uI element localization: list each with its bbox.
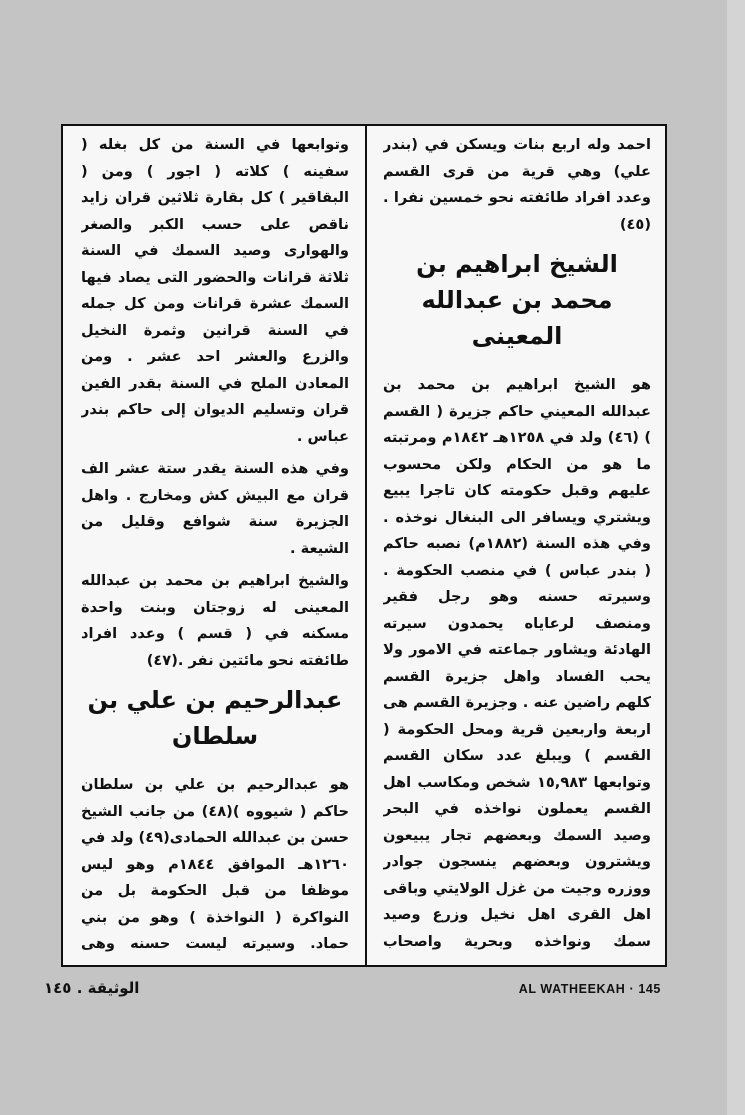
footer-english: AL WATHEEKAH · 145 [518, 982, 661, 996]
paragraph: وتوابعها في السنة من كل بغله ( سفينه ) كلاته ( اجور ) ومن ( البقاقير ) كل بقارة ثلاثين قران زايد ناقص على حسب الكبر والصغر والهوارى وصيد السمك في السنة ثلاثة قرانات والحضور التى يصاد فيها السمك عشرة قرانات ومن كل جمله في السنة قرانين وثمرة النخيل والزرع والعشر احد عشر . ومن المعادن الملح في السنة بقدر الفين قران وتسليم الديوان إلى حاكم بندر عباس . [81, 136, 349, 445]
section-heading: الشيخ ابراهيم بن محمد بن عبدالله المعينى [416, 250, 618, 350]
paragraph: احمد وله اربع بنات ويسكن في (بندر علي) وهي قرية من قرى القسم وعدد افراد طائفته نحو خمسين نفرا .(٤٥) [383, 136, 651, 233]
paragraph: وفي هذه السنة يقدر ستة عشر الف قران مع البيش كش ومخارج . واهل الجزيرة سنة شوافع وقليل من الشيعة . [81, 460, 349, 557]
paragraph: هو عبدالرحيم بن علي بن سلطان حاكم ( شيووه )(٤٨) من جانب الشيخ حسن بن عبدالله الحمادى(٤٩) ولد في ١٢٦٠هـ الموافق ١٨٤٤م وهو ليس موظفا من قبل الحكومة بل من النواكرة ( النواخذة ) وهو من بني حماد. وسيرته ليست حسنه وهى [81, 776, 349, 952]
page-edge [727, 0, 745, 1115]
paragraph: والشيخ ابراهيم بن محمد بن عبدالله المعينى له زوجتان وبنت واحدة مسكنه في ( قسم ) وعدد افراد طائفته نحو مائتين نفر .(٤٧) [81, 572, 349, 669]
paragraph: هو الشيخ ابراهيم بن محمد بن عبدالله المعيني حاكم جزيرة ( القسم ) (٤٦) ولد في ١٢٥٨هـ ١٨٤٢م ومرتبته ما هو من الحكام ولكن محسوب عليهم وقبل حكومته كان تاجرا يبيع ويشتري ويسافر الى البنغال نوخذه . وفي هذه السنة (١٨٨٢م) نصبه حاكم ( بندر عباس ) في منصب الحكومة . وسيرته حسنه وهو رجل فقير ومنصف لرعاياه يحمدون سيرته الهادئة ويشاور جماعته في الامور ولا يحب الفساد واهل جزيرة القسم كلهم راضين عنه . وجزيرة القسم هى اربعة واربعين قرية ومحل الحكومة ( القسم ) ويبلغ عدد سكان القسم وتوابعها ١٥,٩٨٣ شخص ومكاسب اهل القسم يعملون نواخذه في البحر وصيد السمك وبعضهم تجار يبيعون ويشترون وبعضهم ينسجون جوادر ووزره وجيت من غزل الولايتي وباقى اهل القرى اهل نخيل وزرع وصيد سمك ونواخذه وبحرية واصحاب [383, 376, 651, 950]
right-column [383, 132, 651, 960]
column-divider [365, 126, 367, 965]
section-heading: عبدالرحيم بن علي بن سلطان [87, 686, 343, 750]
page-frame [61, 124, 667, 967]
footer-arabic: الوثيقة . ١٤٥ [44, 979, 140, 997]
left-column [81, 132, 349, 960]
